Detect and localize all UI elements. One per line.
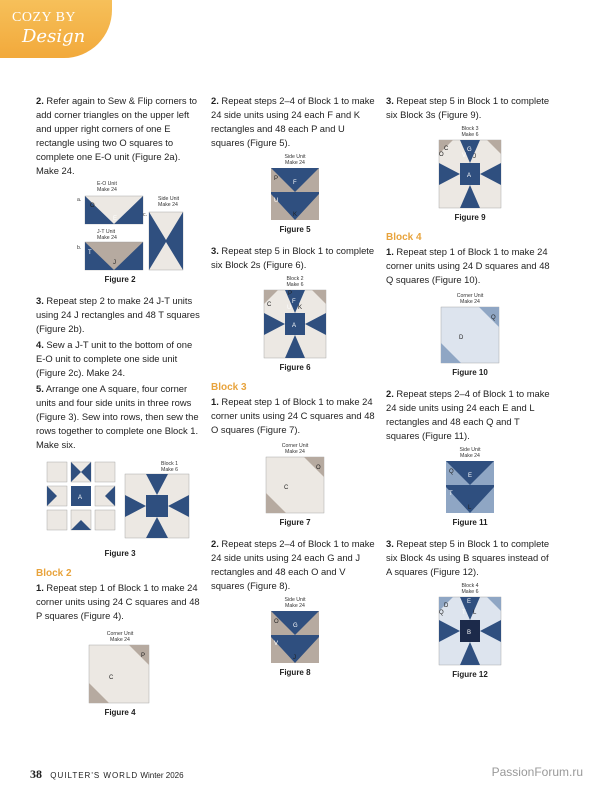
eo-unit-title: E-O Unit	[97, 181, 117, 187]
jt-unit-title: J-T Unit	[97, 229, 116, 235]
brand-line-2: Design	[22, 26, 86, 47]
label-t: T	[88, 250, 92, 256]
label-p: P	[288, 291, 293, 297]
figure-2-caption: Figure 2	[104, 275, 136, 284]
figure-7-caption: Figure 7	[279, 518, 311, 527]
label-q: Q	[449, 469, 454, 475]
label-f: F	[292, 299, 296, 305]
side-unit-title: Side Unit	[459, 447, 481, 453]
label-v: V	[274, 641, 279, 647]
block-4-title: Block 4	[461, 583, 479, 589]
label-j: J	[293, 655, 296, 661]
side-unit-shape	[149, 212, 183, 270]
paragraph: 1. Repeat step 1 of Block 1 to make 24 corner units using 24 C squares and 48 P squares (Figure 4).	[36, 582, 200, 621]
block-4-make: Make 6	[461, 589, 479, 595]
jt-unit-make: Make 24	[97, 235, 117, 241]
label-o: O	[316, 465, 321, 471]
magazine-name: QUILTER'S WORLD	[50, 771, 139, 780]
label-a: a.	[77, 197, 82, 203]
block-3-make: Make 6	[461, 132, 479, 138]
corner-unit-make: Make 24	[460, 299, 480, 305]
label-j: J	[473, 154, 476, 160]
page-footer	[30, 767, 184, 782]
paragraph: 2. Repeat steps 2–4 of Block 1 to make 24 side units using 24 each E and L rectangles and 48 each Q and T squares (Figure 11).	[386, 388, 550, 441]
label-f: F	[293, 180, 297, 186]
figure-10	[435, 291, 505, 365]
side-unit-make: Make 24	[158, 202, 178, 208]
paragraph: 2. Refer again to Sew & Flip corners to add corner triangles on the upper left and upper right corners of one E rectangle using two O squares to complete one E-O unit (Figure 2a). Make 24.	[36, 95, 198, 176]
corner-unit-make: Make 24	[110, 637, 130, 643]
label-l: L	[473, 610, 477, 616]
page-number: 38	[30, 767, 42, 781]
figure-11-caption: Figure 11	[452, 518, 488, 527]
label-u: U	[274, 198, 279, 204]
block-3-heading: Block 3	[211, 382, 247, 393]
label-g: G	[467, 147, 472, 153]
paragraph: 3. Repeat step 2 to make 24 J-T units using 24 J rectangles and 48 T squares (Figure 2b).	[36, 295, 200, 334]
label-k: K	[293, 212, 298, 218]
label-c: C	[444, 146, 449, 152]
figure-11	[440, 445, 500, 515]
figure-10-caption: Figure 10	[452, 368, 488, 377]
figure-5-caption: Figure 5	[279, 225, 311, 234]
figure-5	[265, 152, 325, 222]
figure-3	[45, 458, 195, 546]
issue-label: Winter 2026	[140, 771, 184, 780]
label-k: K	[298, 305, 303, 311]
figure-12-caption: Figure 12	[452, 670, 488, 679]
label-u: U	[287, 305, 292, 311]
block-1-title: Block 1	[161, 461, 179, 467]
figure-9-caption: Figure 9	[454, 213, 486, 222]
block-3-title: Block 3	[461, 126, 479, 132]
paragraph: 3. Repeat step 5 in Block 1 to complete six Block 4s using B squares instead of A squares (Figure 12).	[386, 538, 550, 577]
label-c: C	[109, 675, 114, 681]
paragraph: 3. Repeat step 5 in Block 1 to complete six Block 2s (Figure 6).	[211, 245, 375, 270]
paragraph: 1. Repeat step 1 of Block 1 to make 24 corner units using 24 D squares and 48 Q squares (Figure 10).	[386, 246, 550, 285]
side-unit-make: Make 24	[285, 160, 305, 166]
figure-4-caption: Figure 4	[104, 708, 136, 717]
eo-unit-make: Make 24	[97, 187, 117, 193]
figure-7	[260, 441, 330, 515]
paragraph: 4. Sew a J-T unit to the bottom of one E-O unit to complete one side unit (Figure 2c). Make 24.	[36, 339, 193, 378]
figure-9	[435, 124, 505, 210]
label-a: A	[292, 323, 297, 329]
label-j: J	[113, 260, 116, 266]
figure-8-caption: Figure 8	[279, 668, 311, 677]
paragraph: 2. Repeat steps 2–4 of Block 1 to make 24 side units using 24 each F and K rectangles and 48 each P and U squares (Figure 5).	[211, 95, 375, 148]
side-unit-title: Side Unit	[284, 597, 306, 603]
paragraph: 5. Arrange one A square, four corner units and four side units in three rows (Figure 3). Sew into rows, then sew the rows together to complete one Block 1. Make six.	[36, 383, 199, 450]
figure-3-caption: Figure 3	[104, 549, 136, 558]
label-e: E	[468, 473, 473, 479]
brand-logo	[0, 0, 112, 58]
label-q: Q	[439, 610, 444, 616]
label-g: G	[293, 623, 298, 629]
column-1	[36, 94, 204, 727]
block-2-make: Make 6	[286, 282, 304, 288]
label-p: P	[141, 653, 146, 659]
block-1-finished	[125, 474, 189, 538]
block-2-title: Block 2	[286, 276, 304, 282]
side-unit-title: Side Unit	[158, 196, 180, 202]
label-c: C	[284, 485, 289, 491]
label-d: D	[444, 603, 449, 609]
label-p: P	[274, 176, 279, 182]
corner-unit-title: Corner Unit	[456, 293, 484, 299]
label-q: Q	[491, 315, 496, 321]
label-v: V	[462, 153, 467, 159]
figure-6-caption: Figure 6	[279, 363, 311, 372]
side-unit-title: Side Unit	[284, 154, 306, 160]
label-c: C	[267, 302, 272, 308]
paragraph: 1. Repeat step 1 of Block 1 to make 24 corner units using 24 C squares and 48 O squares (Figure 7).	[211, 396, 375, 435]
label-a: A	[467, 173, 472, 179]
corner-unit-title: Corner Unit	[106, 631, 134, 637]
column-3	[386, 94, 554, 689]
figure-2	[55, 180, 185, 272]
column-2	[211, 94, 379, 687]
watermark: PassionForum.ru	[491, 765, 583, 779]
block-1-make: Make 6	[161, 467, 179, 473]
label-o: O	[439, 152, 444, 158]
paragraph: 2. Repeat steps 2–4 of Block 1 to make 24 side units using 24 each G and J rectangles and 48 each O and V squares (Figure 8).	[211, 538, 375, 591]
label-o: O	[90, 203, 95, 209]
figure-8	[265, 595, 325, 665]
block-4-heading: Block 4	[386, 232, 422, 243]
brand-line-1: COZY BY	[12, 10, 77, 25]
side-unit-make: Make 24	[460, 453, 480, 459]
paragraph: 3. Repeat step 5 in Block 1 to complete six Block 3s (Figure 9).	[386, 95, 550, 120]
label-c: c.	[143, 212, 148, 218]
side-unit-make: Make 24	[285, 603, 305, 609]
label-t: T	[462, 610, 466, 616]
label-l: L	[468, 505, 472, 511]
label-b: B	[467, 630, 472, 636]
block-2-heading: Block 2	[36, 568, 72, 579]
label-e: E	[113, 216, 118, 222]
figure-12	[435, 581, 505, 667]
label-b: b.	[77, 245, 82, 251]
figure-4	[85, 629, 155, 705]
label-e: E	[467, 599, 472, 605]
label-t: T	[449, 491, 453, 497]
figure-6	[260, 274, 330, 360]
label-o: O	[274, 619, 279, 625]
corner-unit-title: Corner Unit	[281, 443, 309, 449]
label-a: A	[78, 495, 83, 501]
label-d: D	[459, 335, 464, 341]
corner-unit-make: Make 24	[285, 449, 305, 455]
